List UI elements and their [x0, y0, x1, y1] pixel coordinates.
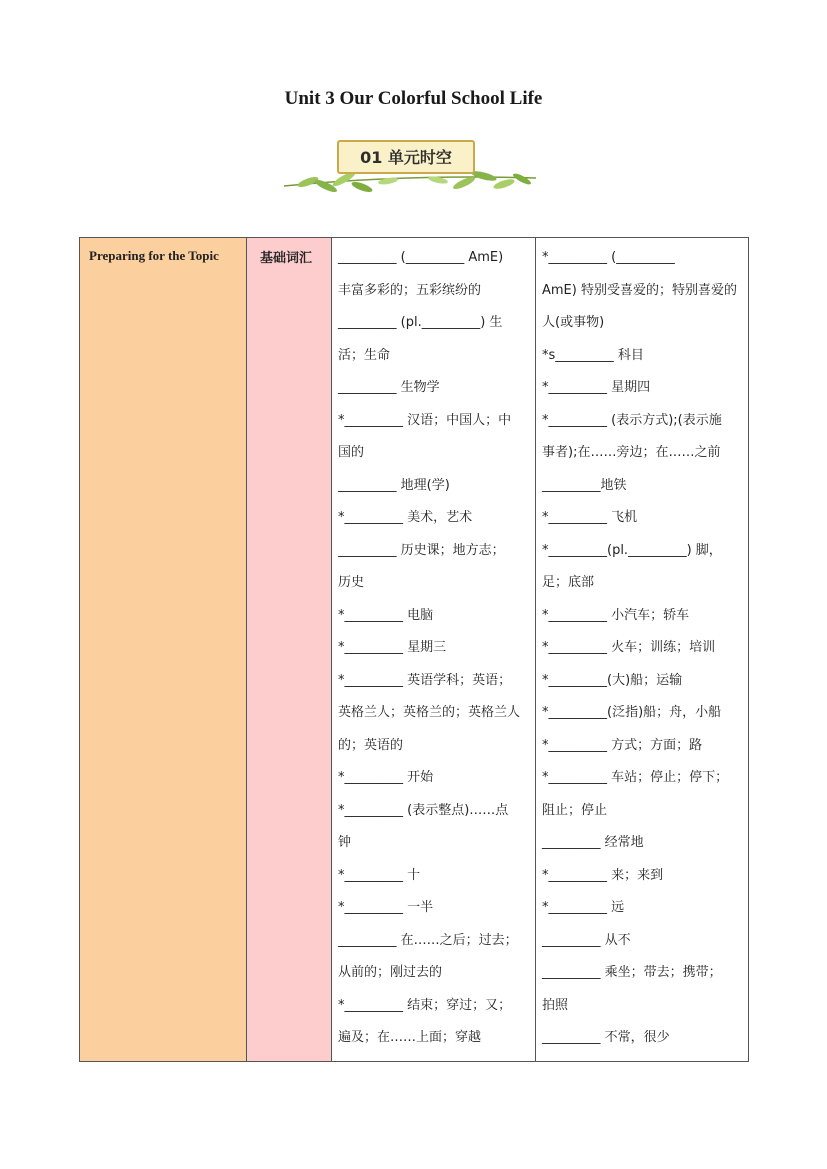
vocab-line: *_________ 汉语；中国人；中: [338, 412, 512, 428]
vocab-line: _________ 经常地: [542, 835, 644, 850]
section-label: 01 单元时空: [360, 148, 452, 167]
vocab-line: _________ 地理(学): [338, 477, 450, 493]
vocab-line: *_________ 十: [338, 867, 421, 883]
vocab-line: 足；底部: [542, 575, 595, 590]
vocab-line: 国的: [338, 445, 365, 460]
vocab-line: 丰富多彩的；五彩缤纷的: [338, 282, 482, 298]
vocab-line: 历史: [338, 575, 365, 590]
vocab-line: *_________ (表示整点)……点: [338, 802, 509, 818]
vocab-line: *_________ 飞机: [542, 510, 638, 525]
vocab-line: *_________(大)船；运输: [542, 672, 683, 688]
vocab-line: 事者);在……旁边；在……之前: [542, 445, 721, 460]
vocab-line: _________ 不常，很少: [542, 1030, 670, 1045]
vocab-line: *_________(pl._________) 脚，: [542, 542, 722, 558]
word-list-2: [536, 238, 748, 1061]
vocab-line: *_________ (表示方式);(表示施: [542, 412, 722, 428]
vocab-line: 遍及；在……上面；穿越: [338, 1030, 482, 1045]
vocab-line: _________ (pl._________) 生: [338, 315, 503, 330]
vocab-line: 钟: [338, 835, 352, 850]
vocab-line: *_________ 小汽车；轿车: [542, 607, 690, 623]
vocab-line: *_________ 远: [542, 900, 625, 915]
vocab-line: 人(或事物): [542, 315, 605, 330]
vocab-line: *_________ 开始: [338, 770, 434, 785]
vocab-line: _________ 从不: [542, 932, 631, 948]
vocab-line: 从前的；刚过去的: [338, 965, 443, 980]
vocab-line: 的；英语的: [338, 737, 404, 753]
vocab-line: *_________ 电脑: [338, 607, 434, 623]
vocabulary-table: [79, 237, 749, 1062]
vocab-line: 阻止；停止: [542, 802, 608, 818]
vocab-line: *_________ 车站；停止；停下；: [542, 770, 729, 785]
vocab-line: _________ 历史课；地方志；: [338, 542, 505, 558]
topic-label: Preparing for the Topic: [89, 248, 219, 263]
vocab-line: *_________ (_________: [542, 250, 675, 265]
word-column-2: [536, 238, 749, 1062]
vocab-line: 英格兰人；英格兰的；英格兰人: [338, 705, 521, 720]
vocab-line: *_________(泛指)船；舟，小船: [542, 705, 722, 720]
vocab-line: _________ 生物学: [338, 380, 440, 395]
vocab-line: *_________ 英语学科；英语；: [338, 672, 512, 688]
vocab-line: *_________ 来；来到: [542, 867, 664, 883]
vocab-line: *_________ 星期四: [542, 380, 651, 395]
vocab-line: _________ 在……之后；过去；: [338, 932, 518, 948]
vocab-line: _________地铁: [542, 477, 627, 493]
vocab-line: *_________ 方式；方面；路: [542, 737, 703, 753]
vocab-line: *_________ 结束；穿过；又；: [338, 997, 512, 1013]
vocab-line: *_________ 星期三: [338, 640, 447, 655]
word-column-1: [332, 238, 536, 1062]
table-row: [80, 238, 749, 1062]
vocab-line: 活；生命: [338, 347, 391, 363]
category-label: 基础词汇: [260, 251, 313, 266]
category-cell: [247, 238, 332, 1062]
vocab-line: _________ 乘坐；带去；携带；: [542, 965, 722, 980]
vocab-line: 拍照: [542, 997, 569, 1013]
vocab-line: _________ (_________ AmE): [338, 250, 504, 265]
topic-cell: [80, 238, 247, 1062]
vocab-line: *_________ 一半: [338, 900, 434, 915]
vocab-line: *_________ 火车；训练；培训: [542, 640, 716, 655]
page-title: Unit 3 Our Colorful School Life: [284, 88, 543, 109]
word-list-1: [332, 238, 535, 1061]
vocab-line: *s_________ 科目: [542, 347, 644, 363]
vocab-line: AmE) 特别受喜爱的；特别喜爱的: [542, 282, 737, 298]
vocab-line: *_________ 美术，艺术: [338, 510, 473, 525]
